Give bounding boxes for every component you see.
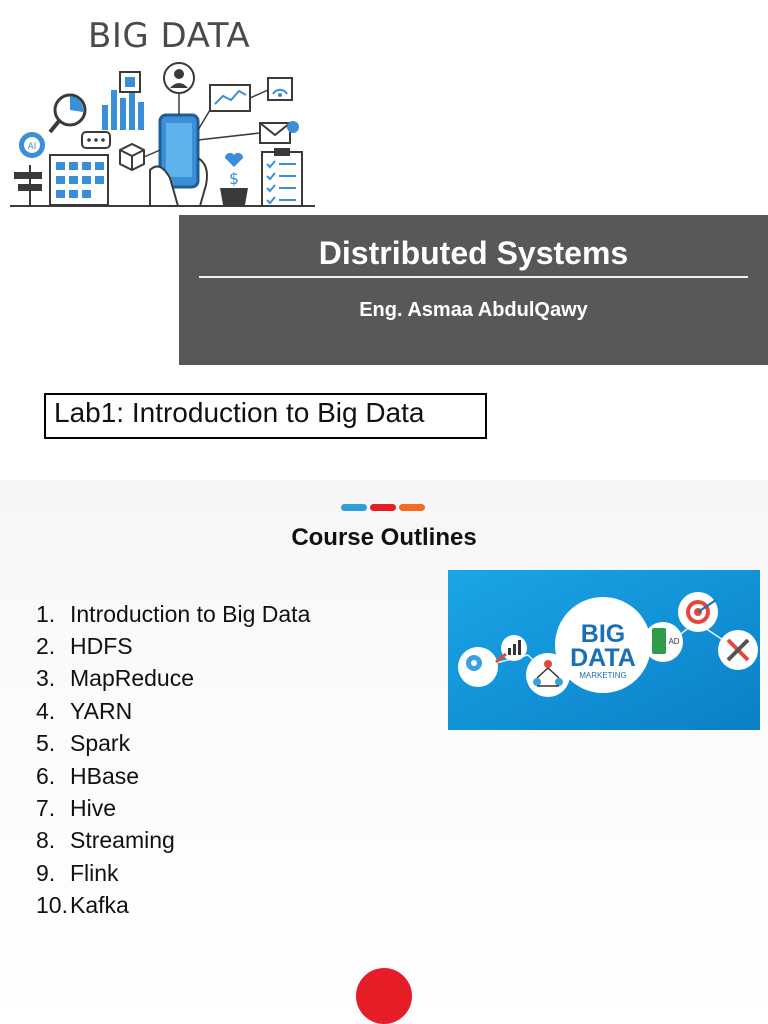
outline-item: [36, 890, 310, 922]
outline-item-text: Hive: [70, 795, 117, 822]
accent-dash-orange: [399, 504, 425, 511]
badge-big: BIG: [580, 620, 626, 648]
outline-item-number: 1.: [36, 600, 56, 627]
outline-item: [36, 728, 310, 760]
lab-title-box: [44, 393, 487, 439]
ai-gear-icon: [19, 132, 45, 158]
checklist-icon: [262, 148, 302, 206]
badge-marketing: MARKETING: [579, 671, 627, 680]
outline-item-text: YARN: [70, 697, 133, 724]
accent-dashes: [341, 504, 428, 522]
ad-label: AD: [668, 637, 680, 646]
wifi-icon: [268, 78, 292, 100]
outline-item: [36, 825, 310, 857]
outline-item: [36, 598, 310, 630]
tools-icon: [718, 630, 758, 670]
outline-item-number: 9.: [36, 859, 56, 886]
lab-title: Lab1: Introduction to Big Data: [54, 397, 425, 428]
outline-item-text: Flink: [70, 859, 119, 886]
outline-item: [36, 695, 310, 727]
outline-item-number: 4.: [36, 697, 56, 724]
outline-item: [36, 663, 310, 695]
mail-icon: [260, 121, 299, 143]
outline-title: Course Outlines: [291, 524, 477, 551]
course-outline-slide: [0, 480, 768, 1024]
outline-item-number: 7.: [36, 795, 56, 822]
red-circle-decoration: [356, 968, 412, 1024]
big-data-header: BIG DATA: [88, 16, 251, 56]
outline-item: [36, 857, 310, 889]
coffee-cup-icon: [220, 153, 248, 205]
outline-item-text: HBase: [70, 762, 140, 789]
monitor-chart-icon: [210, 85, 250, 111]
magnifier-chart-icon: [50, 95, 85, 132]
big-data-marketing-image: [448, 570, 760, 730]
accent-dash-blue: [341, 504, 367, 511]
chip-icon: [120, 72, 140, 92]
outline-item-number: 2.: [36, 633, 56, 660]
head-gear-icon: [458, 647, 498, 687]
outline-item-text: Streaming: [70, 827, 175, 854]
outline-item-text: Spark: [70, 730, 131, 757]
ai-label: AI: [27, 142, 37, 152]
title-banner: [179, 215, 768, 365]
outline-item-text: Kafka: [70, 892, 129, 919]
big-data-badge: [555, 597, 651, 693]
accent-dash-red: [370, 504, 396, 511]
outline-item-number: 8.: [36, 827, 56, 854]
user-avatar-icon: [164, 63, 194, 93]
outline-item-number: 3.: [36, 665, 56, 692]
big-data-illustration: [10, 60, 320, 210]
title-slide: [0, 0, 768, 480]
cube-icon: [120, 144, 144, 170]
target-icon: [678, 592, 718, 632]
banner-divider: [199, 276, 748, 278]
mobile-ad-icon: [643, 622, 683, 662]
course-outline-list: [36, 598, 310, 922]
instructor-name: Eng. Asmaa AbdulQawy: [359, 299, 588, 321]
badge-data: DATA: [570, 644, 636, 672]
outline-item: [36, 760, 310, 792]
building-icon: [50, 155, 108, 205]
dollar-label: $: [228, 169, 240, 188]
course-title: Distributed Systems: [318, 235, 629, 271]
outline-item: [36, 630, 310, 662]
outline-item-text: Introduction to Big Data: [70, 600, 311, 627]
outline-item-text: MapReduce: [70, 665, 195, 692]
outline-item-text: HDFS: [70, 633, 133, 660]
outline-item-number: 5.: [36, 730, 56, 757]
outline-item-number: 6.: [36, 762, 56, 789]
outline-item: [36, 792, 310, 824]
outline-item-number: 10.: [36, 892, 68, 919]
